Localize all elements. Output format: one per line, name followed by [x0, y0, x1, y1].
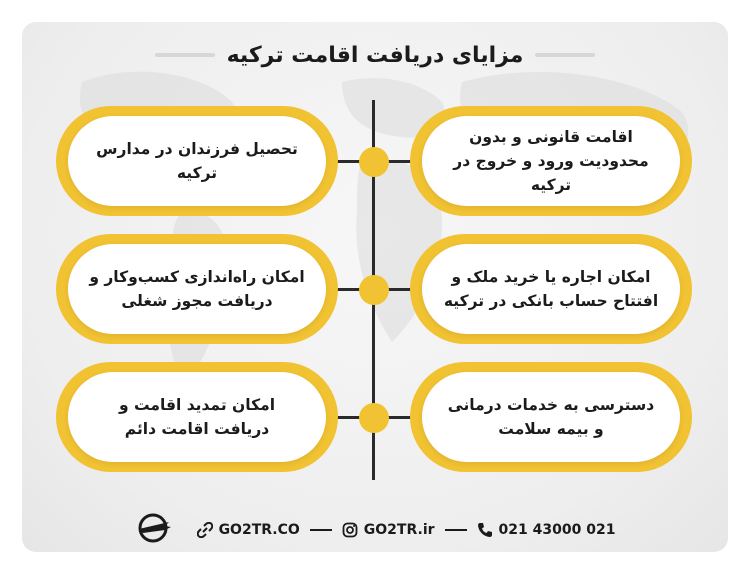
timeline-dot-2: [359, 275, 389, 305]
benefit-card-3: [410, 234, 692, 344]
page-title: مزایای دریافت اقامت ترکیه: [226, 42, 524, 68]
title-row: [0, 38, 750, 72]
benefit-text-6: [103, 393, 291, 441]
benefit-card-2-inner: [68, 116, 326, 206]
benefit-card-1-inner: [422, 116, 680, 206]
footer-website-label: GO2TR.CO: [218, 522, 300, 538]
footer-phone-label: 021 43000 021: [498, 522, 616, 538]
benefit-1-line-1: اقامت قانونی و بدون: [469, 127, 633, 146]
title-left-line: [155, 53, 215, 57]
benefit-text-1: [422, 125, 680, 197]
plane-logo-icon: [135, 513, 173, 547]
timeline-dot-1: [359, 147, 389, 177]
benefit-2-line-1: تحصیل فرزندان در مدارس ترکیه: [96, 139, 298, 182]
instagram-icon: [342, 522, 358, 538]
benefit-card-1: [410, 106, 692, 216]
benefit-card-5-inner: [422, 372, 680, 462]
link-icon: [197, 522, 213, 538]
benefit-4-line-2: دریافت مجوز شغلی: [121, 292, 273, 310]
title-right-line: [535, 53, 595, 57]
footer-phone[interactable]: [477, 522, 616, 538]
benefit-card-6: [56, 362, 338, 472]
benefit-card-4-inner: [68, 244, 326, 334]
footer-website[interactable]: [197, 522, 300, 538]
benefit-card-5: [410, 362, 692, 472]
phone-icon: [477, 522, 493, 538]
footer-separator-1: [310, 529, 332, 531]
timeline-dot-3: [359, 403, 389, 433]
footer: [0, 512, 750, 548]
benefit-text-2: [68, 137, 326, 185]
benefit-1-line-2: محدودیت ورود و خروج در ترکیه: [453, 151, 649, 194]
benefit-text-3: [428, 265, 674, 313]
footer-separator-2: [445, 529, 467, 531]
benefit-5-line-1: دسترسی به خدمات درمانی: [447, 395, 655, 414]
benefit-6-line-2: دریافت اقامت دائم: [124, 420, 270, 438]
footer-instagram-label: GO2TR.ir: [363, 522, 435, 538]
benefit-card-3-inner: [422, 244, 680, 334]
benefit-card-2: [56, 106, 338, 216]
benefit-4-line-1: امکان راه‌اندازی کسب‌وکار و: [89, 267, 305, 286]
benefit-text-4: [73, 265, 320, 313]
benefit-5-line-2: و بیمه سلامت: [498, 420, 604, 438]
footer-instagram[interactable]: [342, 522, 435, 538]
benefit-card-4: [56, 234, 338, 344]
benefit-6-line-1: امکان تمدید اقامت و: [118, 395, 276, 414]
benefit-3-line-1: امکان اجاره یا خرید ملک و: [451, 267, 651, 286]
benefit-3-line-2: افتتاح حساب بانکی در ترکیه: [443, 292, 659, 310]
benefit-text-5: [432, 393, 670, 441]
benefit-card-6-inner: [68, 372, 326, 462]
